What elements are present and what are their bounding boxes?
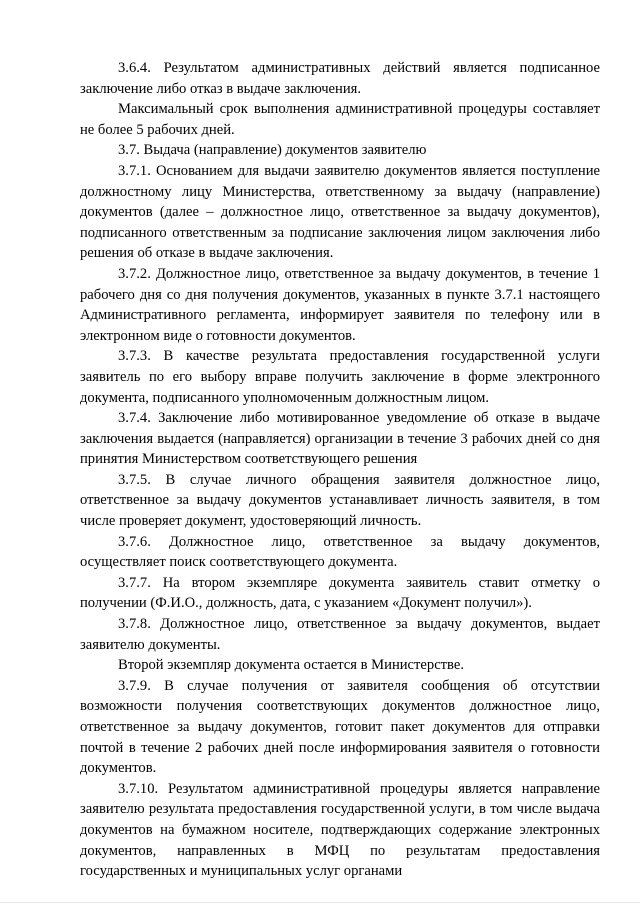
- paragraph-3-7-10: 3.7.10. Результатом административной процедуры является направление заявителю результата предоставления государственной услуги, в том числе выдача документов на бумажном носителе, подтверждающих содержание электронных документов, направленных в МФЦ по результатам предоставления государственных и муниципальных услуг органами: [80, 780, 600, 880]
- section-heading-3-7: 3.7. Выдача (направление) документов заявителю: [118, 142, 427, 159]
- paragraph-3-7-8: 3.7.8. Должностное лицо, ответственное за выдачу документов, выдает заявителю документы.: [80, 616, 600, 653]
- paragraph-3-7-5: 3.7.5. В случае личного обращения заявителя должностное лицо, ответственное за выдачу документов устанавливает личность заявителя, в том числе проверяет документ, удостоверяющий личность.: [80, 471, 600, 530]
- paragraph-3-7-2: 3.7.2. Должностное лицо, ответственное за выдачу документов, в течение 1 рабочего дня со дня получения документов, указанных в пункте 3.7.1 настоящего Административного регламента, информирует заявителя по телефону или в электронном виде о готовности документов.: [80, 265, 600, 344]
- paragraph-3-7-1: 3.7.1. Основанием для выдачи заявителю документов является поступление должностному лицу Министерства, ответственному за выдачу (направление) документов (далее – должностное лицо, ответственное за выдачу документов), подписанного ответственным за подписание заключения лицом заключения либо решения об отказе в выдаче заключения.: [80, 162, 600, 262]
- paragraph-3-7-3: 3.7.3. В качестве результата предоставления государственной услуги заявитель по его выбору вправе получить заключение в форме электронного документа, подписанного уполномоченным должностным лицом.: [80, 348, 600, 406]
- paragraph-3-7-4: 3.7.4. Заключение либо мотивированное уведомление об отказе в выдаче заключения выдается (направляется) организации в течение 3 рабочих дней со дня принятия Министерством соответствующего решения: [80, 410, 600, 468]
- paragraph-second-copy: Второй экземпляр документа остается в Министерстве.: [118, 657, 464, 674]
- document-body: [80, 58, 600, 882]
- paragraph-3-7-6: 3.7.6. Должностное лицо, ответственное за выдачу документов, осуществляет поиск соответствующего документа.: [80, 533, 600, 571]
- scan-edge: [0, 902, 640, 903]
- paragraph-3-7-9: 3.7.9. В случае получения от заявителя сообщения об отсутствии возможности получения соответствующих документов должностное лицо, ответственное за выдачу документов, готовит пакет документов для отправки почтой в течение 2 рабочих дней после информирования заявителя о готовности документов.: [80, 677, 600, 777]
- paragraph-3-6-4: 3.6.4. Результатом административных действий является подписанное заключение либо отказ в выдаче заключения.: [80, 60, 600, 97]
- paragraph-3-7-7: 3.7.7. На втором экземпляре документа заявитель ставит отметку о получении (Ф.И.О., должность, дата, с указанием «Документ получил»).: [80, 574, 600, 612]
- paragraph-max-term: Максимальный срок выполнения административной процедуры составляет не более 5 рабочих дней.: [80, 101, 600, 138]
